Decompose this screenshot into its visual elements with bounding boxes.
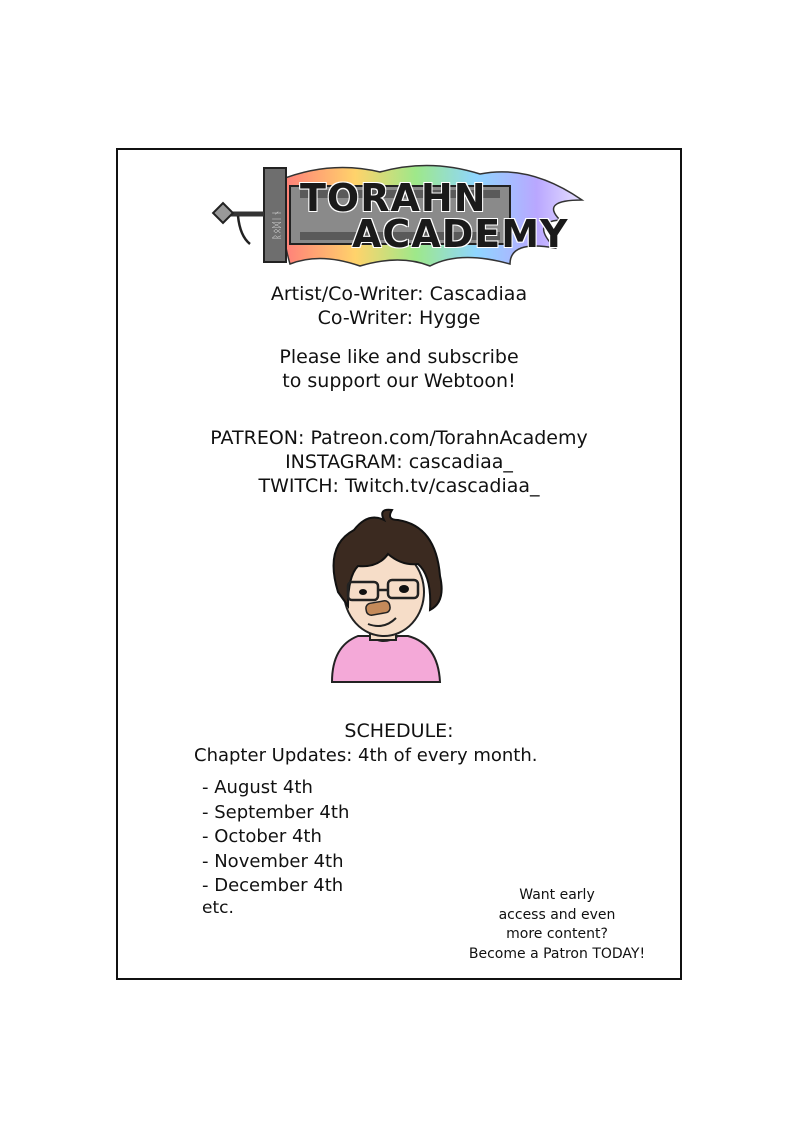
logo-title-line2: ACADEMY	[352, 212, 569, 256]
support-line-1: Please like and subscribe	[279, 346, 519, 368]
patron-promo	[442, 886, 672, 964]
patreon-link[interactable]: PATREON: Patreon.com/TorahnAcademy	[210, 427, 588, 449]
author-avatar	[318, 506, 448, 686]
promo-line-1: Want early	[519, 887, 595, 903]
instagram-link[interactable]: INSTAGRAM: cascadiaa_	[285, 451, 513, 473]
schedule-date: - September 4th	[202, 801, 350, 823]
schedule-etc: etc.	[202, 898, 234, 918]
schedule-date: - October 4th	[202, 826, 322, 847]
artist-credit: Artist/Co-Writer: Cascadiaa	[270, 283, 528, 305]
credits	[116, 282, 682, 330]
schedule-subtitle: Chapter Updates: 4th of every month.	[194, 745, 538, 766]
schedule-date: - December 4th	[202, 875, 344, 896]
schedule-title: SCHEDULE:	[344, 720, 454, 742]
schedule-date: - August 4th	[202, 777, 313, 798]
cowriter-credit: Co-Writer: Hygge	[317, 307, 481, 329]
blade-inscription: ᚱᛟᛞᛁᚾ	[272, 210, 283, 240]
avatar-shirt	[332, 636, 440, 682]
promo-line-4: Become a Patron TODAY!	[468, 945, 646, 962]
logo-title-line1: TORAHN	[300, 176, 487, 220]
schedule-dates	[202, 776, 349, 899]
promo-line-2: access and even	[498, 906, 616, 923]
schedule-date: - November 4th	[202, 850, 344, 872]
support-message	[116, 345, 682, 393]
promo-line-3: more content?	[506, 926, 608, 942]
social-links	[116, 426, 682, 498]
support-line-2: to support our Webtoon!	[282, 370, 516, 392]
twitch-link[interactable]: TWITCH: Twitch.tv/cascadiaa_	[258, 475, 540, 497]
